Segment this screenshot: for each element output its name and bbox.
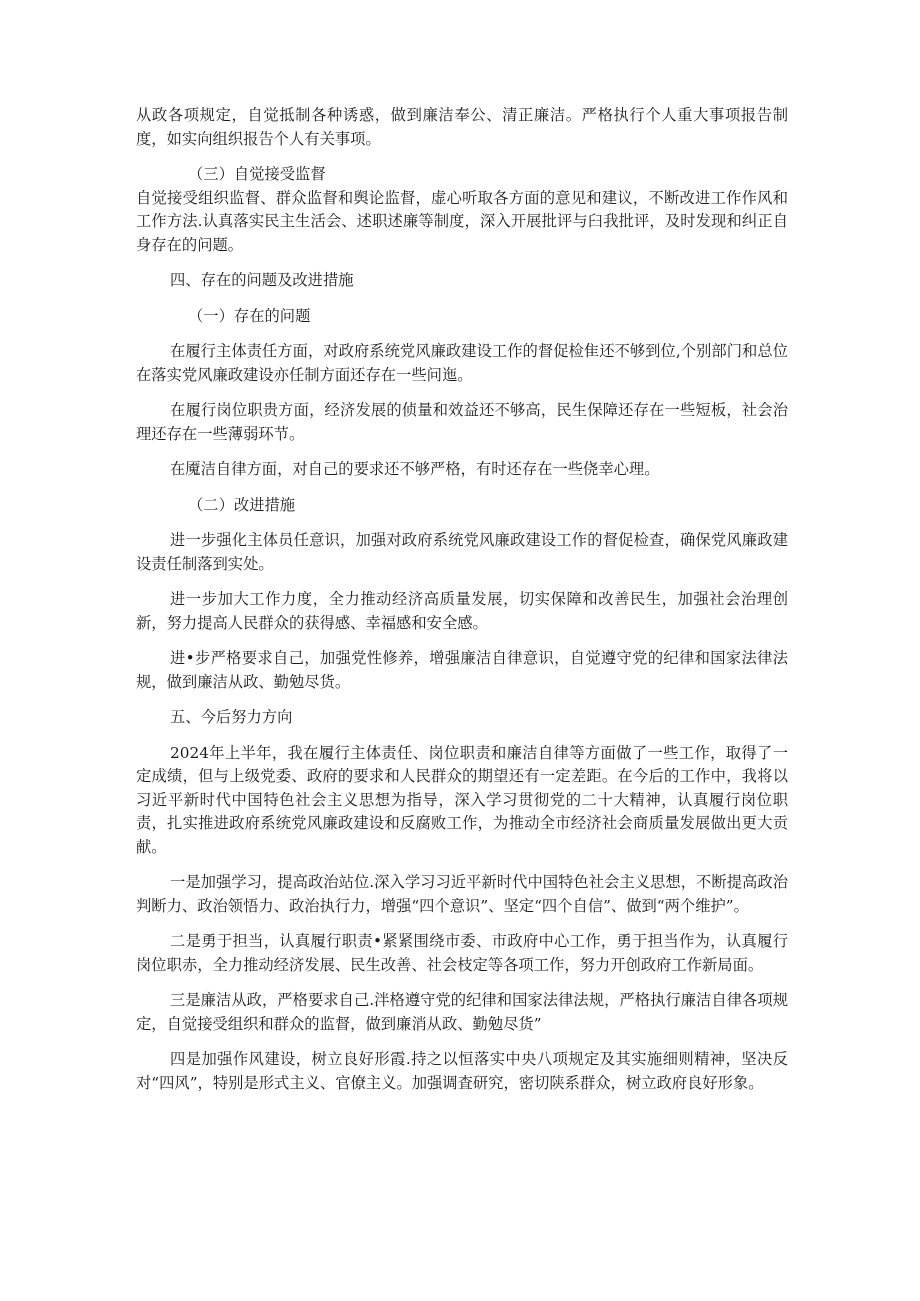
- subheading-existing-problems: （一）存在的问题: [188, 306, 311, 325]
- paragraph-measure-work-effort: 进一步加大工作力度，全力推动经济高质量发展，切实保障和改善民生，加强社会治理创新，努力提高人民群众的获得感、幸福感和安全感。: [136, 590, 788, 632]
- paragraph-take-responsibility: 二是勇于担当，认真履行职责•紧紧围绕市委、市政府中心工作，勇于担当作为，认真履行岗位职赤，全力推动经济发展、民生改善、社会枝定等各项工作，努力开创政府工作新局面。: [136, 932, 788, 974]
- heading-problems-and-measures: 四、存在的问题及改进措施: [170, 271, 354, 289]
- paragraph-measure-responsibility: 进一步强化主体员任意识，加强对政府系统党风廉政建设工作的督促检查，确保党风廉政建设责任制落到实处。: [136, 531, 788, 573]
- paragraph-accept-supervision: 自觉接受组织监督、群众监督和舆论监督，虚心听取各方面的意见和建议，不断改进工作作风和工作方法.认真落实民主生活会、述职述廉等制度，深入开展批评与臼我批评，及时发现和纠正自身存在的问题。: [136, 188, 788, 254]
- paragraph-problem-main-responsibility: 在履行主体责任方面，对政府系统党风廉政建设工作的督促检隹还不够到位,个别部门和总位在落实党风廉政建设亦任制方面还存在一些问迤。: [136, 342, 788, 384]
- subheading-accept-supervision: （三）自觉接受监督: [188, 165, 326, 183]
- paragraph-measure-strict-requirements: 进•步严格要求自己，加强党性修养，增强廉洁自律意识，自觉遵守党的纪律和国家法律法规，做到廉洁从政、勤勉尽货。: [136, 649, 788, 691]
- paragraph-clean-governance: 三是廉洁从政，严格要求自己.泮格遵守党的纪律和国家法律法规，严格执行廉洁自律各项规定，自觉接受组织和群众的监督，做到廉消从政、勤勉尽货”: [136, 991, 788, 1033]
- paragraph-integrity-rules: 从政各项规定，自觉抵制各种诱惑，做到廉洁奉公、清正廉洁。严格执行个人重大事项报告制度，如实向组织报告个人有关事项。: [136, 106, 788, 148]
- paragraph-strengthen-study: 一是加强学习，提高政治站位.深入学习习近平新时代中国特色社会主义思想，不断提高政治判断力、政治领悟力、政治执行力，增强“四个意识”、坚定“四个自信”、做到“两个维护”。: [136, 873, 788, 915]
- paragraph-half-year-summary: 2024年上半年，我在履行主体责任、岗位职责和廉洁自律等方面做了一些工作，取得了一定成绩，但与上级党委、政府的要求和人民群众的期望还有一定差距。在今后的工作中，我将以习近平新时代中国特色社会主义思想为指导，深入学习贯彻党的二十大精神，认真履行岗位职责，扎实推进政府系统党风廉政建设和反腐败工作，为推动全市经济社会商质量发展做出更大贡献。: [136, 743, 788, 856]
- paragraph-problem-post-duty: 在履行岗位职贵方面，经济发展的侦量和效益还不够高，民生保障还存在一些短板，社会治理还存在一些薄弱环节。: [136, 401, 788, 443]
- heading-future-direction: 五、今后努力方向: [170, 708, 293, 726]
- document-body: [136, 104, 788, 1095]
- paragraph-problem-self-discipline: 在魇洁自律方面，对自己的要求还不够严格，有时还存在一些侥幸心理。: [170, 460, 660, 478]
- paragraph-work-style: 四是加强作风建设，树立良好形霞.持之以恒落实中央八项规定及其实施细则精神，坚决反对“四风”，特别是形式主义、官僚主义。加强调査研究，密切陕系群众，树立政府良好形象。: [136, 1050, 788, 1092]
- subheading-improvement-measures: （二）改进措施: [188, 495, 296, 514]
